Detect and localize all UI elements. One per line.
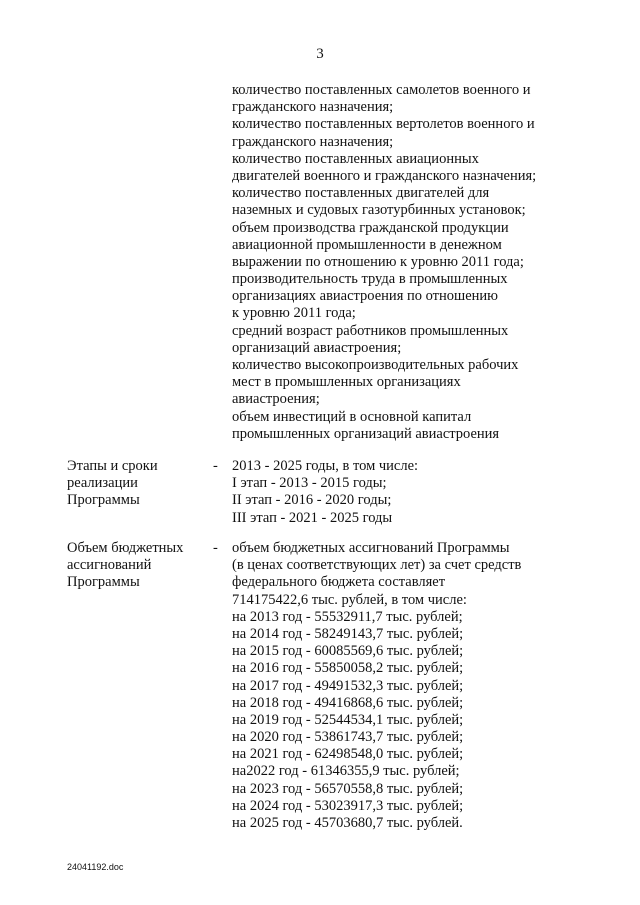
- text-line: авиастроения;: [232, 391, 320, 408]
- stages-label: [67, 458, 158, 510]
- text-line: ассигнований: [67, 557, 152, 574]
- text-line: количество поставленных самолетов военного и: [232, 82, 531, 98]
- text-line: на 2020 год - 53861743,7 тыс. рублей;: [232, 729, 464, 746]
- text-line: производительность труда в промышленных: [232, 271, 508, 288]
- text-line: на2022 год - 61346355,9 тыс. рублей;: [232, 763, 460, 780]
- text-line: (в ценах соответствующих лет) за счет средств: [232, 557, 522, 574]
- text-line: организациях авиастроения по отношению: [232, 288, 498, 305]
- page-number: 3: [316, 46, 324, 62]
- text-line: Этапы и сроки: [67, 458, 158, 474]
- text-line: гражданского назначения;: [232, 99, 394, 116]
- text-line: количество поставленных авиационных: [232, 150, 479, 167]
- text-line: организаций авиастроения;: [232, 339, 402, 356]
- text-line: на 2015 год - 60085569,6 тыс. рублей;: [232, 643, 464, 660]
- text-line: объем бюджетных ассигнований Программы: [232, 540, 510, 556]
- text-line: авиационной промышленности в денежном: [232, 236, 502, 253]
- text-line: количество поставленных двигателей для: [232, 185, 490, 202]
- stages-list: [232, 458, 418, 527]
- text-line: средний возраст работников промышленных: [232, 322, 509, 339]
- text-line: количество поставленных вертолетов военного и: [232, 116, 535, 133]
- text-line: наземных и судовых газотурбинных установок;: [232, 202, 526, 219]
- text-line: Программы: [67, 492, 140, 509]
- text-line: Объем бюджетных: [67, 540, 184, 556]
- text-line: на 2021 год - 62498548,0 тыс. рублей;: [232, 746, 464, 763]
- text-line: двигателей военного и гражданского назначения;: [232, 167, 537, 184]
- budget-label: [67, 540, 183, 592]
- text-line: реализации: [67, 475, 138, 492]
- text-line: на 2024 год - 53023917,3 тыс. рублей;: [232, 797, 464, 814]
- text-line: мест в промышленных организациях: [232, 374, 461, 391]
- text-line: на 2023 год - 56570558,8 тыс. рублей;: [232, 780, 464, 797]
- budget-list: [232, 540, 521, 832]
- text-line: II этап - 2016 - 2020 годы;: [232, 492, 392, 509]
- text-line: количество высокопроизводительных рабочих: [232, 357, 519, 373]
- text-line: 2013 - 2025 годы, в том числе:: [232, 458, 419, 474]
- text-line: объем инвестиций в основной капитал: [232, 408, 472, 425]
- text-line: на 2025 год - 45703680,7 тыс. рублей.: [232, 815, 463, 831]
- stages-dash: -: [213, 458, 218, 474]
- text-line: на 2017 год - 49491532,3 тыс. рублей;: [232, 677, 464, 694]
- text-line: выражении по отношению к уровню 2011 года;: [232, 253, 524, 270]
- text-line: федерального бюджета составляет: [232, 574, 446, 591]
- text-line: на 2019 год - 52544534,1 тыс. рублей;: [232, 711, 464, 728]
- text-line: объем производства гражданской продукции: [232, 219, 509, 236]
- text-line: на 2013 год - 55532911,7 тыс. рублей;: [232, 608, 463, 625]
- text-line: Программы: [67, 574, 140, 591]
- text-line: 714175422,6 тыс. рублей, в том числе:: [232, 591, 467, 608]
- text-line: промышленных организаций авиастроения: [232, 425, 500, 442]
- text-line: на 2016 год - 55850058,2 тыс. рублей;: [232, 660, 464, 677]
- budget-dash: -: [213, 540, 218, 556]
- text-line: III этап - 2021 - 2025 годы: [232, 509, 393, 526]
- text-line: I этап - 2013 - 2015 годы;: [232, 475, 387, 492]
- footer-file-name: 24041192.doc: [67, 862, 124, 872]
- text-line: к уровню 2011 года;: [232, 305, 356, 322]
- indicators-list: [232, 82, 536, 443]
- text-line: гражданского назначения;: [232, 133, 394, 150]
- text-line: на 2018 год - 49416868,6 тыс. рублей;: [232, 694, 464, 711]
- text-line: на 2014 год - 58249143,7 тыс. рублей;: [232, 625, 464, 642]
